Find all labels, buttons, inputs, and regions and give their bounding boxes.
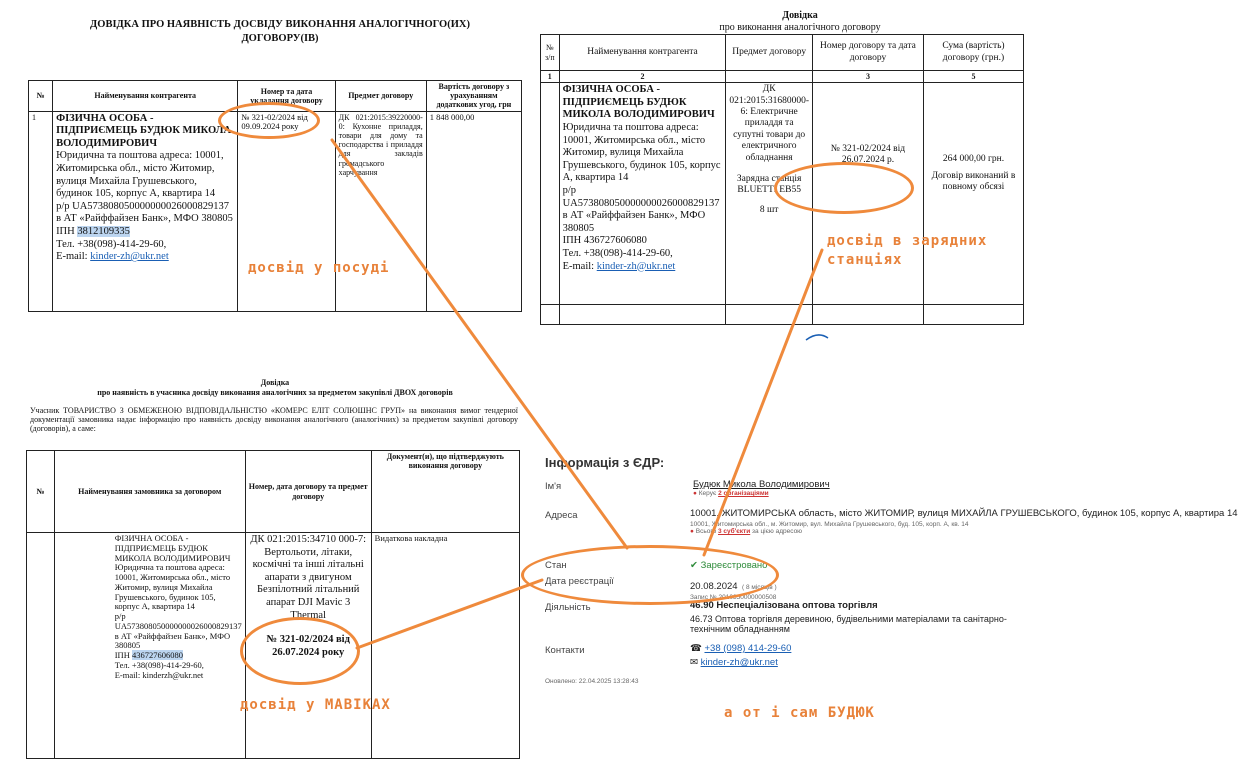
doc1-account: р/р UA573808050000000026000829137 в АТ «Райффайзен Банк», МФО 380805 — [56, 200, 233, 225]
doc2-header-contract: Номер договору та дата договору — [813, 35, 924, 71]
edr-title: Інформація з ЄДР: — [545, 455, 665, 470]
doc1-email-link[interactable]: kinder-zh@ukr.net — [90, 251, 169, 263]
doc2-email-label: E-mail: — [562, 260, 597, 272]
doc2-address: Юридична та поштова адреса: 10001, Житомирська обл., місто Житомир, вулиця Михайла Грушевського, будинок 105, корпус А, квартира 14 — [562, 121, 721, 184]
doc3-ipn: 436727606080 — [131, 650, 183, 661]
edr-regdate-label: Дата реєстрації — [545, 576, 614, 587]
doc2-header-subject: Предмет договору — [726, 35, 813, 71]
doc2-header-name: Найменування контрагента — [559, 35, 726, 71]
edr-regdate-months: ( 8 місяців ) — [742, 584, 777, 591]
doc2-account: р/р UA573808050000000026000829137 в АТ «Райффайзен Банк», МФО 380805 — [562, 184, 720, 234]
doc3-phone: Тел. +38(098)-414-29-60, — [114, 659, 204, 670]
annotation-ring-edr — [521, 545, 779, 605]
doc3-header-docs: Документ(и), що підтверджують виконання договору — [371, 451, 519, 533]
doc2-colnum-2: 2 — [559, 71, 726, 83]
doc1-contract: № 321-02/2024 від 09.09.2024 року — [238, 111, 335, 311]
doc3-header-contract: Номер, дата договору та предмет договору — [245, 451, 371, 533]
doc1-header-num: № — [29, 81, 53, 112]
doc2-header-num: № з/п — [541, 35, 560, 71]
doc2-colnum-5: 5 — [923, 71, 1023, 83]
doc2-name: ФІЗИЧНА ОСОБА - ПІДПРИЄМЕЦЬ БУДЮК МИКОЛА ВОЛОДИМИРОВИЧ — [562, 84, 715, 121]
doc3-header-customer: Найменування замовника за договором — [54, 451, 245, 533]
annotation-line-2 — [704, 250, 822, 555]
doc3-address: Юридична та поштова адреса: 10001, Житомирська обл., місто Житомир, вулиця Михайла Грушевського, будинок 105, корпус А, квартира 14 — [114, 562, 231, 612]
doc1-header-value: Вартість договору з урахуванням додаткових угод, грн — [426, 81, 521, 112]
annotation-stations-line1: досвід в зарядних — [827, 233, 988, 249]
edr-address-small: 10001, Житомирська обл., м. Житомир, вул. Михайла Грушевського, буд. 105, корп. А, кв. 14 — [690, 521, 969, 528]
edr-subjects-link[interactable]: 3 суб'єкти — [718, 528, 751, 535]
doc2-colnum-3: 3 — [813, 71, 924, 83]
doc3-name: ФІЗИЧНА ОСОБА - ПІДПРИЄМЕЦЬ БУДЮК МИКОЛА ВОЛОДИМИРОВИЧ — [114, 533, 231, 563]
phone-icon: ☎ — [690, 643, 702, 654]
edr-activity-second: 46.73 Оптова торгівля деревиною, будівельними матеріалами та санітарно-технічним обладнанням — [690, 614, 1007, 634]
doc3-email: E-mail: kinderzh@ukr.net — [114, 669, 204, 680]
annotation-ring-doc3 — [240, 617, 360, 685]
annotation-tick — [806, 335, 828, 340]
mail-icon: ✉ — [690, 657, 698, 668]
doc1-phone: Тел. +38(098)-414-29-60, — [56, 238, 167, 250]
doc2-ipn: ІПН 436727606080 — [562, 235, 647, 247]
doc2-subject-qty: 8 шт — [759, 204, 779, 215]
user-icon: ● — [693, 490, 697, 497]
doc1-ipn: 3812109335 — [77, 225, 130, 237]
edr-address-sub-suffix: за цією адресою — [750, 528, 803, 535]
edr-address-value: 10001, ЖИТОМИРСЬКА область, місто ЖИТОМИР, вулиця МИХАЙЛА ГРУШЕВСЬКОГО, будинок 105, корпус А, квартира 14 — [690, 508, 1238, 519]
doc2-header-sum: Сума (вартість) договору (грн.) — [923, 35, 1023, 71]
annotation-stations-line2: станціях — [827, 251, 903, 268]
doc1-title: ДОВІДКА ПРО НАЯВНІСТЬ ДОСВІДУ ВИКОНАННЯ АНАЛОГІЧНОГО(ИХ) ДОГОВОРУ(ІВ) — [90, 19, 470, 45]
doc3-subject: ДК 021:2015:34710 000-7: Вертольоти, літаки, космічні та інші літальні апарати з двигуном Безпілотний літальний апарат DJI Mavic 3 Thermal — [250, 534, 367, 621]
edr-email-link[interactable]: kinder-zh@ukr.net — [700, 657, 778, 668]
doc3-header-num: № — [27, 451, 55, 533]
doc2-title-line2: про виконання аналогічного договору — [719, 22, 881, 33]
doc1-email-label: E-mail: — [56, 251, 91, 263]
annotation-mavic: досвід у МАВІКАХ — [240, 697, 391, 713]
doc3-title-line2: про наявність в учасника досвіду виконання аналогічних за предметом закупівлі ДВОХ договорів — [97, 388, 453, 397]
doc2-sum-note: Договір виконаний в повному обсязі — [931, 170, 1016, 193]
doc3-ipn-label: ІПН — [114, 650, 132, 661]
edr-status-label: Стан — [545, 560, 567, 571]
doc1-subject: ДК 021:2015:39220000-0: Кухонне приладдя, товари для дому та господарства і приладдя для закладів громадського харчування — [335, 111, 426, 311]
doc3-intro: Учасник ТОВАРИСТВО З ОБМЕЖЕНОЮ ВІДПОВІДАЛЬНІСТЮ «КОМЕРС ЕЛІТ СОЛЮШНС ГРУП» на виконання вимог тендерної документації замовника надає інформацію про наявність досвіду виконання аналогічного (аналогічних) за предметом закупівлі договору (договорів), а саме: — [30, 406, 518, 434]
edr-name-sub-prefix: Керує — [698, 490, 719, 497]
annotation-ring-doc2 — [774, 162, 914, 214]
annotation-budyuk: а от і сам БУДЮК — [724, 705, 875, 721]
doc3-doc: Видаткова накладна — [371, 533, 519, 759]
edr-phone-link[interactable]: +38 (098) 414-29-60 — [704, 643, 792, 654]
doc1-header-subject: Предмет договору — [335, 81, 426, 112]
doc2-phone: Тел. +38(098)-414-29-60, — [562, 247, 673, 259]
doc2-contract: № 321-02/2024 від 26.07.2024 р. — [830, 143, 906, 166]
edr-regdate-value: 20.08.2024 — [690, 581, 738, 592]
edr-record: Запис № 2010350000000508 — [690, 594, 777, 601]
doc1-header-contract: Номер та дата укладання договору — [238, 81, 335, 112]
annotation-line-3 — [357, 580, 542, 648]
doc1-name: ФІЗИЧНА ОСОБА - ПІДПРИЄМЕЦЬ БУДЮК МИКОЛА ВОЛОДИМИРОВИЧ — [56, 112, 232, 149]
doc2-email-link[interactable]: kinder-zh@ukr.net — [596, 260, 676, 272]
doc1-row-num: 1 — [29, 111, 53, 311]
edr-address-sub-prefix: Всього — [695, 528, 718, 535]
doc2-sum: 264 000,00 грн. — [942, 153, 1005, 164]
edr-orgs-link[interactable]: 2 організаціями — [718, 490, 769, 497]
doc2-subject-item: Зарядна станція BLUETTI EB55 — [736, 173, 802, 196]
doc3-contract: № 321-02/2024 від 26.07.2024 року — [266, 634, 350, 658]
doc2-subject: ДК 021:2015:31680000-6: Електричне приладдя та супутні товари до електричного обладнання — [729, 84, 810, 163]
doc3-title-line1: Довідка — [260, 378, 290, 387]
doc1-ipn-label: ІПН — [56, 225, 78, 237]
annotation-ring-doc1 — [218, 102, 320, 139]
edr-updated: Оновлено: 22.04.2025 13:28:43 — [545, 678, 639, 685]
doc1-header-name: Найменування контрагента — [53, 81, 238, 112]
edr-activity-label: Діяльність — [545, 602, 591, 613]
location-icon: ● — [690, 528, 694, 535]
edr-contacts-label: Контакти — [545, 645, 585, 656]
edr-address-label: Адреса — [545, 510, 578, 521]
annotation-line-1 — [332, 140, 627, 548]
annotation-stations — [827, 232, 987, 270]
edr-activity-main: 46.90 Неспеціалізована оптова торгівля — [690, 600, 878, 611]
doc2-colnum-1: 1 — [541, 71, 560, 83]
doc3-account: р/р UA573808050000000026000829137 в АТ «Райффайзен Банк», МФО 380805 — [114, 611, 242, 651]
annotation-dishes: досвід у посуді — [248, 260, 390, 276]
doc1-value: 1 848 000,00 — [426, 111, 521, 311]
edr-status-value: ✔ Зареєстровано — [690, 560, 768, 571]
edr-name-link[interactable]: Будюк Микола Володимирович — [693, 479, 830, 490]
doc2-title-line1: Довідка — [782, 10, 818, 21]
edr-name-label: Ім'я — [545, 481, 562, 492]
doc1-address: Юридична та поштова адреса: 10001, Житомирська обл., місто Житомир, вулиця Михайла Грушевського, будинок 105, корпус А, квартира 14 — [56, 150, 224, 200]
